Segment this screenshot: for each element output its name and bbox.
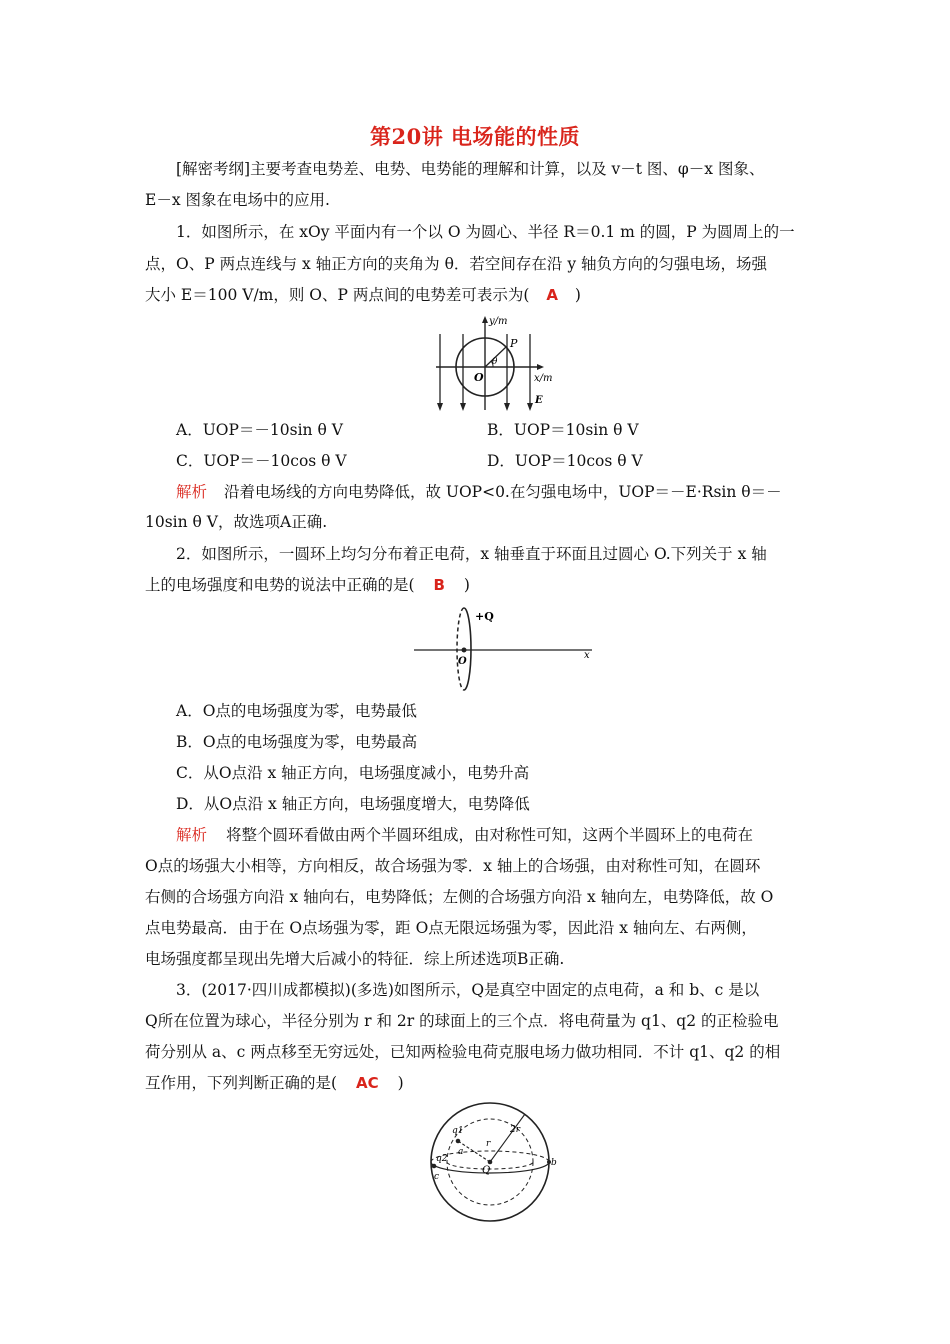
q1-solution-text: 沿着电场线的方向电势降低，故 UOP<0.在匀强电场中，UOP＝－E·Rsin θ＝－ <box>223 483 782 501</box>
q3-q-label: Q <box>482 1165 491 1176</box>
q1-option-d: D．UOP＝10cos θ V <box>487 452 643 470</box>
q2-option-d: D．从O点沿 x 轴正方向，电场强度增大，电势降低 <box>176 795 530 813</box>
q3-b-label: b <box>551 1158 557 1168</box>
q2-solution-line-2: O点的场强大小相等，方向相反，故合场强为零．x 轴上的合场强，由对称性可知，在圆环 <box>145 857 761 875</box>
q2-paren-close: ) <box>463 576 470 594</box>
q1-option-b: B．UOP＝10sin θ V <box>487 421 639 439</box>
q1-option-c: C．UOP＝－10cos θ V <box>176 452 347 470</box>
q2-answer: B <box>433 576 445 594</box>
q2-center-dot <box>462 648 467 653</box>
intro-line-1: [解密考纲]主要考查电势差、电势、电势能的理解和计算，以及 v－t 图、φ－x 图象、 <box>176 160 765 178</box>
q2-option-b: B．O点的电场强度为零，电势最高 <box>176 733 418 751</box>
q1-option-a: A．UOP＝－10sin θ V <box>176 421 343 439</box>
q1-stem-line-1: 1．如图所示，在 xOy 平面内有一个以 O 为圆心、半径 R＝0.1 m 的圆，P 为圆周上的一 <box>176 223 795 241</box>
q2-option-c: C．从O点沿 x 轴正方向，电场强度减小，电势升高 <box>176 764 530 782</box>
q3-paren-close: ) <box>397 1074 404 1092</box>
q1-solution-label: 解析 <box>176 483 208 501</box>
q1-solution-line-1 <box>176 481 782 503</box>
q3-center-dot <box>488 1160 493 1165</box>
page-title: 第20讲 电场能的性质 <box>369 124 581 149</box>
q3-stem-line-3: 荷分别从 a、c 两点移至无穷远处，已知两检验电荷克服电场力做功相同．不计 q1、q2 的相 <box>145 1043 781 1061</box>
q1-x-arrow-icon <box>537 364 544 370</box>
q1-stem-line-2: 点，O、P 两点连线与 x 轴正方向的夹角为 θ．若空间存在沿 y 轴负方向的匀强电场，场强 <box>145 255 768 273</box>
q1-y-label: y/m <box>489 316 508 327</box>
q2-stem-line-2 <box>145 574 470 596</box>
q3-c-label: c <box>434 1172 440 1182</box>
q1-o-label: O <box>474 371 484 384</box>
q3-answer: AC <box>356 1074 379 1092</box>
q3-stem-line-4 <box>145 1072 404 1094</box>
q2-solution-line-3: 右侧的合场强方向沿 x 轴向右，电势降低；左侧的合场强方向沿 x 轴向左，电势降低，故 O <box>145 888 774 906</box>
q1-x-label: x/m <box>534 373 553 384</box>
q3-stem-line-2: Q所在位置为球心，半径分别为 r 和 2r 的球面上的三个点．将电荷量为 q1、q2 的正检验电 <box>145 1012 779 1030</box>
q2-figure <box>412 604 597 696</box>
q2-solution-line-4: 点电势最高．由于在 O点场强为零，距 O点无限远场强为零，因此沿 x 轴向左、右两侧， <box>145 919 757 937</box>
q2-stem-text: 上的电场强度和电势的说法中正确的是( <box>145 576 415 594</box>
q1-theta-label: θ <box>492 357 498 367</box>
q1-figure <box>428 314 558 414</box>
q1-paren-close: ) <box>574 286 581 304</box>
q2-q-label: +Q <box>475 610 494 623</box>
q3-radius-2r <box>490 1114 525 1162</box>
q3-r-label: r <box>486 1139 491 1149</box>
q1-stem-text: 大小 E＝100 V/m，则 O、P 两点间的电势差可表示为( <box>145 286 530 304</box>
q1-answer: A <box>546 286 558 304</box>
q1-stem-line-3 <box>145 284 581 306</box>
q3-figure <box>420 1101 560 1223</box>
q3-point-a <box>456 1139 461 1144</box>
q2-solution-label: 解析 <box>176 826 208 844</box>
q3-a-label: a <box>458 1147 464 1157</box>
q1-y-arrow-icon <box>482 316 488 323</box>
q3-2r-label: 2r <box>510 1125 521 1135</box>
q2-solution-line-1 <box>176 824 753 846</box>
q3-stem-line-1: 3．(2017·四川成都模拟)(多选)如图所示，Q是真空中固定的点电荷，a 和 b、c 是以 <box>176 981 760 999</box>
q1-p-label: P <box>510 337 518 350</box>
q2-solution-line-5: 电场强度都呈现出先增大后减小的特征．综上所述选项B正确. <box>145 950 565 968</box>
q1-e-label: E <box>535 395 543 406</box>
q3-point-c <box>432 1164 437 1169</box>
q1-solution-line-2: 10sin θ V，故选项A正确. <box>145 513 328 531</box>
intro-line-2: E－x 图象在电场中的应用. <box>145 191 330 209</box>
q2-option-a: A．O点的电场强度为零，电势最低 <box>176 702 417 720</box>
q2-o-label: O <box>458 656 467 667</box>
q2-solution-text: 将整个圆环看做由两个半圆环组成，由对称性可知，这两个半圆环上的电荷在 <box>225 826 753 844</box>
q3-stem-text: 互作用，下列判断正确的是( <box>145 1074 338 1092</box>
q3-q1-label: q1 <box>452 1126 464 1136</box>
q2-x-label: x <box>584 650 590 661</box>
q3-q2-label: q2 <box>436 1154 448 1164</box>
q2-stem-line-1: 2．如图所示，一圆环上均匀分布着正电荷，x 轴垂直于环面且过圆心 O.下列关于 x 轴 <box>176 545 767 563</box>
